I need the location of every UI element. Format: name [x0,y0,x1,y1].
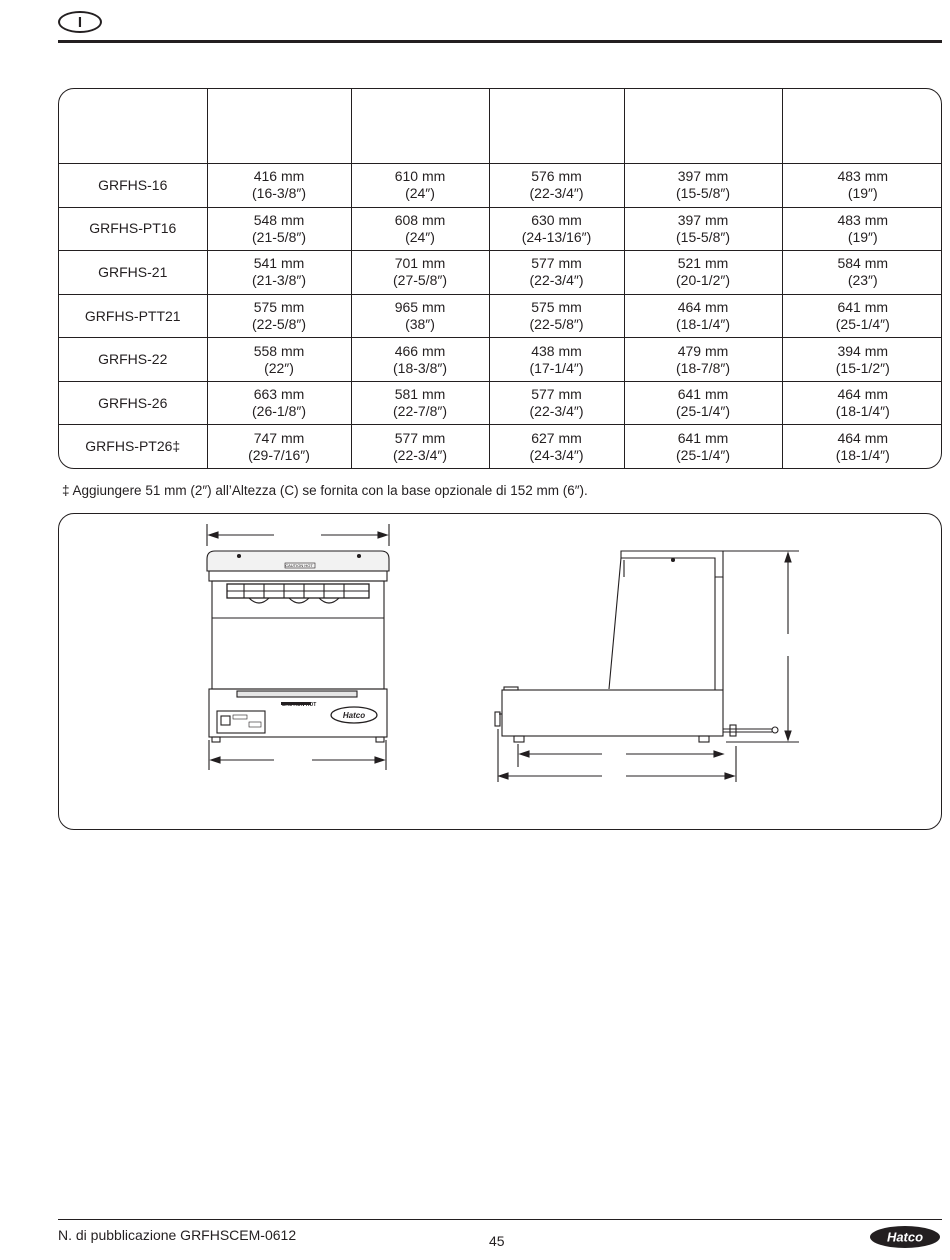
imperial-value: (22-3/4″) [529,185,584,202]
metric-value: 584 mm [837,255,889,272]
imperial-value: (38″) [405,316,435,333]
dimension-cell [624,338,782,382]
dimension-cell [489,207,624,251]
imperial-value: (18-1/4″) [835,446,890,463]
model-cell: GRFHS-PTT21 [59,294,207,338]
metric-value: 965 mm [394,299,446,316]
metric-value: 438 mm [531,342,582,359]
metric-value: 466 mm [394,342,446,359]
dimension-cell [624,164,782,208]
dimension-cell [351,207,489,251]
dimension-cell [624,251,782,295]
equipment-drawings [59,514,943,831]
imperial-value: (22″) [264,359,294,376]
imperial-value: (24″) [405,228,435,245]
metric-value: 521 mm [677,255,729,272]
imperial-value: (22-5/8″) [252,316,306,333]
dimension-cell [624,207,782,251]
imperial-value: (21-5/8″) [252,228,306,245]
metric-value: 558 mm [253,342,305,359]
dimension-cell [207,251,351,295]
imperial-value: (15-1/2″) [835,359,890,376]
dimension-cell [351,338,489,382]
metric-value: 577 mm [531,386,582,403]
imperial-value: (22-5/8″) [529,316,584,333]
metric-value: 464 mm [837,386,889,403]
dimension-cell [351,294,489,338]
metric-value: 397 mm [677,168,729,185]
dimension-cell [782,338,942,382]
imperial-value: (15-5/8″) [676,185,730,202]
front-lower-label: CAUTION HOT [281,702,317,708]
metric-value: 608 mm [394,211,446,228]
publication-number: N. di pubblicazione GRFHSCEM-0612 [58,1227,297,1243]
table-row [59,207,942,251]
dimension-cell [489,294,624,338]
table-footnote: ‡ Aggiungere 51 mm (2″) all’Altezza (C) se fornita con la base opzionale di 152 mm (6″). [62,483,588,498]
model-cell: GRFHS-PT16 [59,207,207,251]
imperial-value: (18-7/8″) [676,359,730,376]
dimension-drawing-panel [58,513,942,830]
table-header-cell [489,89,624,164]
imperial-value: (17-1/4″) [529,359,584,376]
imperial-value: (19″) [847,228,878,245]
dimension-cell [207,338,351,382]
footer-brand-text: Hatco [886,1229,924,1245]
imperial-value: (19″) [847,185,878,202]
imperial-value: (22-3/4″) [393,446,447,463]
dimension-cell [351,251,489,295]
table-header-cell [207,89,351,164]
dimension-cell [782,164,942,208]
metric-value: 575 mm [531,299,582,316]
dimension-cell [489,338,624,382]
page-number: 45 [489,1233,505,1249]
metric-value: 483 mm [837,211,889,228]
dimension-cell [351,425,489,468]
front-brand-mark: Hatco [342,711,366,720]
metric-value: 541 mm [253,255,305,272]
table-row [59,294,942,338]
table-header-cell [59,89,207,164]
metric-value: 575 mm [253,299,305,316]
metric-value: 581 mm [394,386,446,403]
imperial-value: (25-1/4″) [676,403,730,420]
imperial-value: (18-3/8″) [393,359,447,376]
imperial-value: (22-7/8″) [393,403,447,420]
imperial-value: (21-3/8″) [252,272,306,289]
header-rule [58,40,942,43]
dimension-cell [207,381,351,425]
footer-rule [58,1219,942,1220]
dimension-cell [624,425,782,468]
metric-value: 464 mm [837,429,889,446]
metric-value: 610 mm [394,168,446,185]
table-row [59,338,942,382]
imperial-value: (24″) [405,185,435,202]
imperial-value: (29-7/16″) [248,446,310,463]
metric-value: 641 mm [677,429,729,446]
metric-value: 483 mm [837,168,889,185]
metric-value: 701 mm [394,255,446,272]
dimension-cell [782,294,942,338]
dimension-cell [207,164,351,208]
imperial-value: (26-1/8″) [252,403,306,420]
imperial-value: (22-3/4″) [529,272,584,289]
dimension-cell [351,164,489,208]
imperial-value: (24-13/16″) [521,228,592,245]
metric-value: 627 mm [531,429,582,446]
model-cell: GRFHS-26 [59,381,207,425]
side-view-drawing [495,551,799,782]
front-view-drawing [207,524,389,770]
imperial-value: (18-1/4″) [835,403,890,420]
dimension-cell [782,207,942,251]
table-row [59,381,942,425]
metric-value: 641 mm [837,299,889,316]
dimension-cell [207,425,351,468]
metric-value: 641 mm [677,386,729,403]
table-header-cell [624,89,782,164]
table-row [59,425,942,468]
imperial-value: (27-5/8″) [393,272,447,289]
metric-value: 576 mm [531,168,582,185]
imperial-value: (24-3/4″) [529,446,584,463]
metric-value: 464 mm [677,299,729,316]
imperial-value: (25-1/4″) [676,446,730,463]
imperial-value: (18-1/4″) [676,316,730,333]
table-row [59,251,942,295]
dimension-cell [624,294,782,338]
imperial-value: (20-1/2″) [676,272,730,289]
imperial-value: (22-3/4″) [529,403,584,420]
model-cell: GRFHS-22 [59,338,207,382]
dimension-cell [489,251,624,295]
dimension-cell [782,425,942,468]
model-cell: GRFHS-21 [59,251,207,295]
dimension-cell [489,381,624,425]
dimensions-table [59,89,942,468]
imperial-value: (16-3/8″) [252,185,306,202]
imperial-value: (23″) [847,272,878,289]
metric-value: 663 mm [253,386,305,403]
model-cell: GRFHS-16 [59,164,207,208]
metric-value: 416 mm [253,168,305,185]
table-header-cell [782,89,942,164]
table-header-cell [351,89,489,164]
language-badge: I [58,11,102,33]
dimension-cell [624,381,782,425]
metric-value: 548 mm [253,211,305,228]
metric-value: 479 mm [677,342,729,359]
dimension-cell [207,294,351,338]
metric-value: 577 mm [531,255,582,272]
imperial-value: (15-5/8″) [676,228,730,245]
metric-value: 577 mm [394,429,446,446]
hatco-logo-icon [868,1224,942,1250]
dimensions-table-frame [58,88,942,469]
table-header-row [59,89,942,164]
metric-value: 394 mm [837,342,889,359]
dimension-cell [782,251,942,295]
table-row [59,164,942,208]
metric-value: 747 mm [253,429,305,446]
metric-value: 397 mm [677,211,729,228]
table-body [59,164,942,469]
dimension-cell [351,381,489,425]
dimension-cell [489,164,624,208]
imperial-value: (25-1/4″) [835,316,890,333]
dimension-cell [782,381,942,425]
front-panel-label: CAUTION HOT [285,563,313,568]
dimension-cell [207,207,351,251]
model-cell: GRFHS-PT26‡ [59,425,207,468]
dimension-cell [489,425,624,468]
metric-value: 630 mm [531,211,582,228]
